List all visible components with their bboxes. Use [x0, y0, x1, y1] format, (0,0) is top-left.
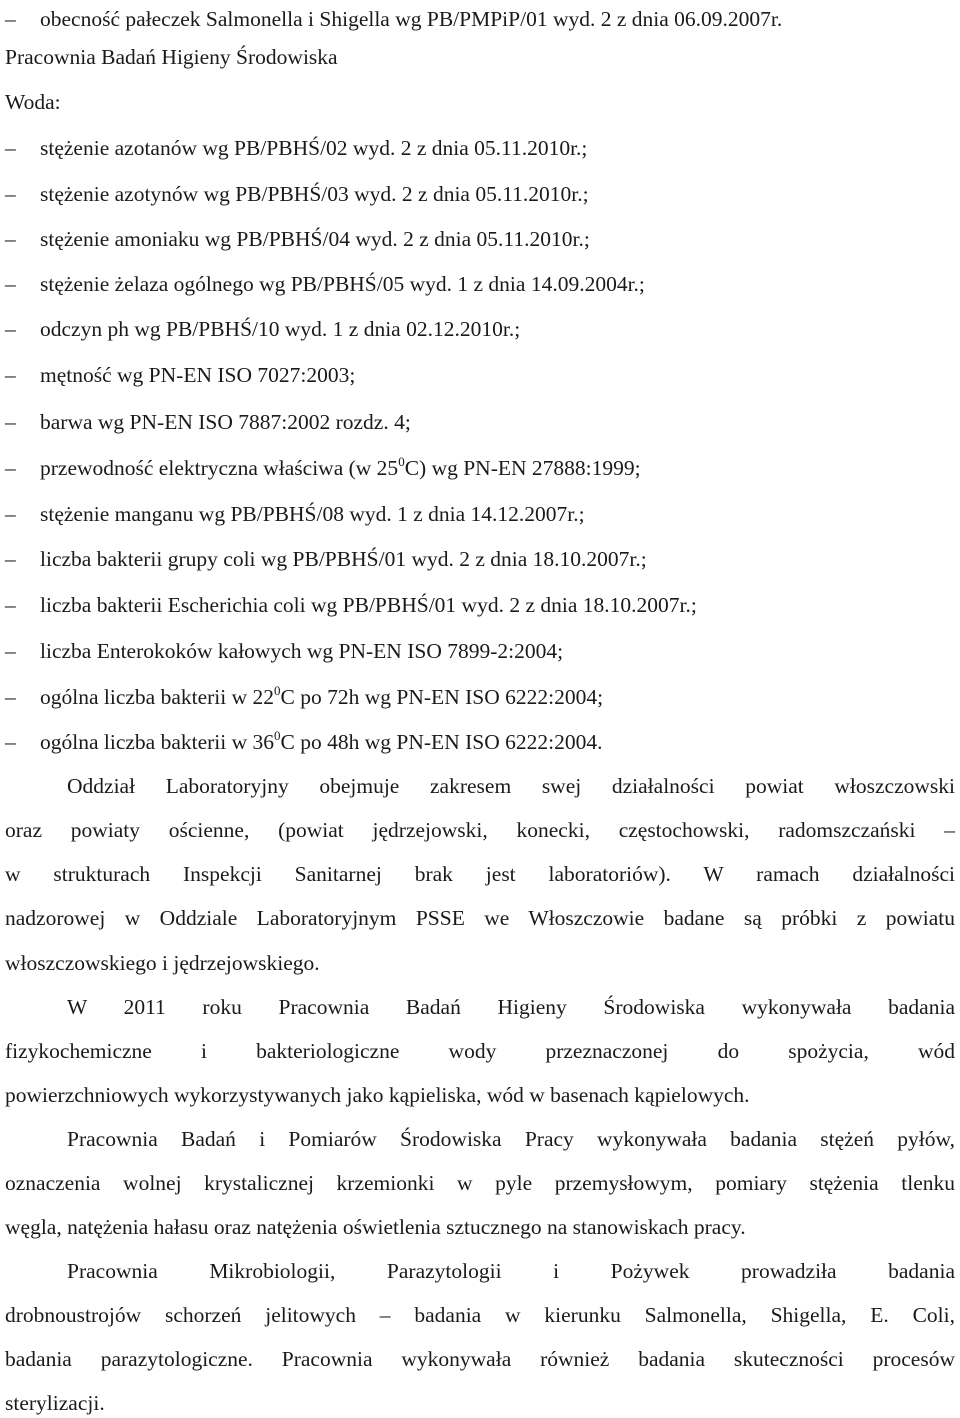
paragraph-line: badania parazytologiczne. Pracownia wykonywała również badania skuteczności procesów: [5, 1347, 955, 1371]
list-item-text: liczba Enterokoków kałowych wg PN-EN ISO 7899-2:2004;: [40, 639, 564, 663]
list-item-text: barwa wg PN-EN ISO 7887:2002 rozdz. 4;: [40, 410, 411, 434]
dash-bullet: –: [5, 272, 16, 296]
dash-bullet: –: [5, 685, 16, 709]
list-item-text: liczba bakterii Escherichia coli wg PB/PBHŚ/01 wyd. 2 z dnia 18.10.2007r.;: [40, 593, 697, 617]
paragraph-line: sterylizacji.: [5, 1391, 105, 1415]
paragraph-line: W 2011 roku Pracownia Badań Higieny Środowiska wykonywała badania: [67, 995, 955, 1019]
dash-bullet: –: [5, 593, 16, 617]
paragraph-line: włoszczowskiego i jędrzejowskiego.: [5, 951, 320, 975]
list-item-text: przewodność elektryczna właściwa (w $25^0C$) wg PN-EN 27888:1999;: [40, 454, 641, 480]
paragraph-line: Pracownia Badań i Pomiarów Środowiska Pracy wykonywała badania stężeń pyłów,: [67, 1127, 955, 1151]
paragraph-line: nadzorowej w Oddziale Laboratoryjnym PSSE we Włoszczowie badane są próbki z powiatu: [5, 906, 955, 930]
dash-bullet: –: [5, 317, 16, 341]
dash-bullet: –: [5, 182, 16, 206]
list-item-text: liczba bakterii grupy coli wg PB/PBHŚ/01 wyd. 2 z dnia 18.10.2007r.;: [40, 547, 647, 571]
dash-bullet: –: [5, 410, 16, 434]
subsection-label: Woda:: [5, 90, 61, 114]
list-item-text: stężenie żelaza ogólnego wg PB/PBHŚ/05 wyd. 1 z dnia 14.09.2004r.;: [40, 272, 645, 296]
list-item-text: mętność wg PN-EN ISO 7027:2003;: [40, 363, 356, 387]
list-item-text: odczyn ph wg PB/PBHŚ/10 wyd. 1 z dnia 02.12.2010r.;: [40, 317, 521, 341]
list-item-text: ogólna liczba bakterii w $36^0C$ po 48h wg PN-EN ISO 6222:2004.: [40, 728, 603, 754]
list-item-text: stężenie amoniaku wg PB/PBHŚ/04 wyd. 2 z dnia 05.11.2010r.;: [40, 227, 590, 251]
dash-bullet: –: [5, 502, 16, 526]
paragraph-line: węgla, natężenia hałasu oraz natężenia oświetlenia sztucznego na stanowiskach pracy.: [5, 1215, 746, 1239]
section-title: Pracownia Badań Higieny Środowiska: [5, 45, 338, 69]
dash-bullet: –: [5, 547, 16, 571]
list-item-text: obecność pałeczek Salmonella i Shigella wg PB/PMPiP/01 wyd. 2 z dnia 06.09.2007r.: [40, 7, 783, 31]
dash-bullet: –: [5, 227, 16, 251]
dash-bullet: –: [5, 639, 16, 663]
dash-bullet: –: [5, 730, 16, 754]
list-item-text: stężenie azotanów wg PB/PBHŚ/02 wyd. 2 z dnia 05.11.2010r.;: [40, 136, 588, 160]
list-item-text: stężenie azotynów wg PB/PBHŚ/03 wyd. 2 z dnia 05.11.2010r.;: [40, 182, 589, 206]
paragraph-line: fizykochemiczne i bakteriologiczne wody przeznaczonej do spożycia, wód: [5, 1039, 955, 1063]
dash-bullet: –: [5, 456, 16, 480]
paragraph-line: drobnoustrojów schorzeń jelitowych – badania w kierunku Salmonella, Shigella, E. Coli,: [5, 1303, 955, 1327]
dash-bullet: –: [5, 363, 16, 387]
paragraph-line: Oddział Laboratoryjny obejmuje zakresem swej działalności powiat włoszczowski: [67, 774, 955, 798]
dash-bullet: –: [5, 7, 16, 31]
paragraph-line: powierzchniowych wykorzystywanych jako kąpieliska, wód w basenach kąpielowych.: [5, 1083, 750, 1107]
paragraph-line: oraz powiaty ościenne, (powiat jędrzejowski, konecki, częstochowski, radomszczański –: [5, 818, 955, 842]
dash-bullet: –: [5, 136, 16, 160]
list-item-text: stężenie manganu wg PB/PBHŚ/08 wyd. 1 z dnia 14.12.2007r.;: [40, 502, 585, 526]
list-item-text: ogólna liczba bakterii w $22^0C$ po 72h wg PN-EN ISO 6222:2004;: [40, 683, 604, 709]
paragraph-line: w strukturach Inspekcji Sanitarnej brak jest laboratoriów). W ramach działalności: [5, 862, 955, 886]
paragraph-line: oznaczenia wolnej krystalicznej krzemionki w pyle przemysłowym, pomiary stężenia tlenku: [5, 1171, 955, 1195]
paragraph-line: Pracownia Mikrobiologii, Parazytologii i Pożywek prowadziła badania: [67, 1259, 955, 1283]
